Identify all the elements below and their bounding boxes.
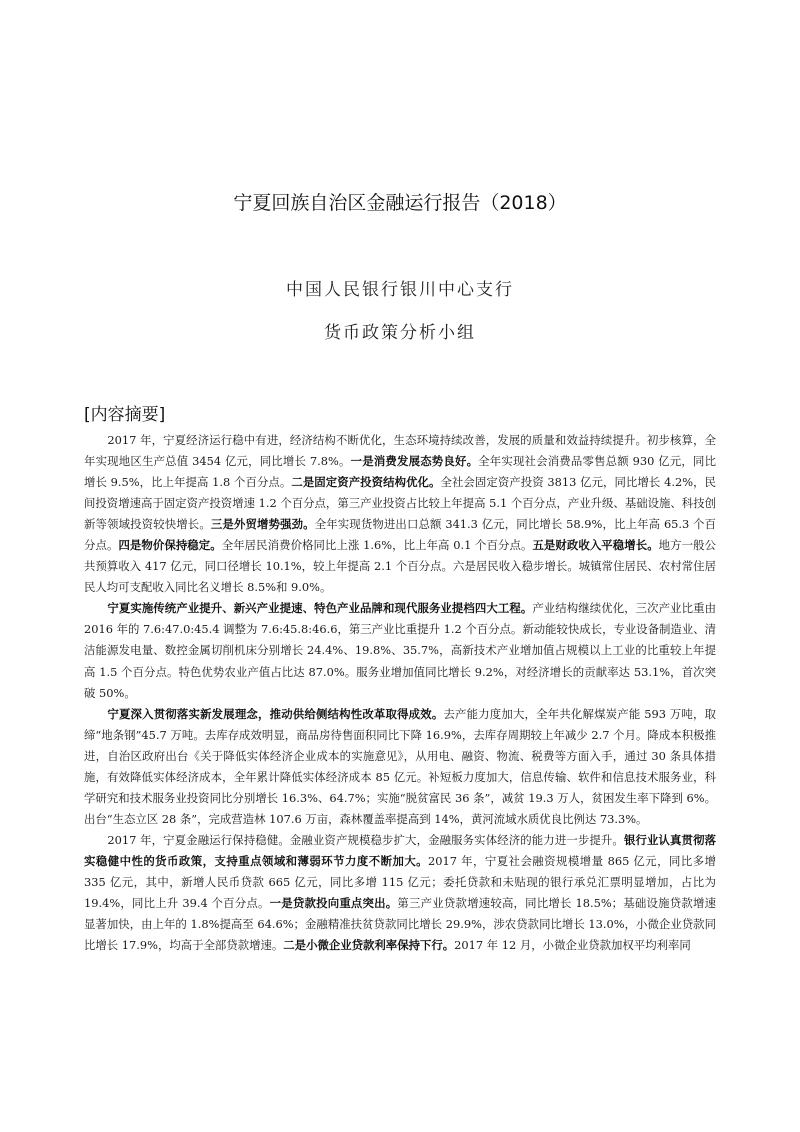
text-run: 全年实现货物进出口总额 341.3 亿元，同比增长 58.9%，比上年高 65.3 个百分点。: [84, 517, 716, 553]
paragraph-3: [84, 704, 716, 830]
text-run: 地方一般公共预算收入 417 亿元，同口径增长 10.1%，较上年提高 2.1 个百分点。六是居民收入稳步增长。城镇常住居民、农村常住居民人均可支配收入同比名义增长 8.5%和 9.0%。: [84, 538, 716, 595]
bold-run: 银行业认真贯彻落实稳健中性的货币政策，支持重点领域和薄弱环节力度不断加大。: [84, 832, 716, 868]
text-run: 全年居民消费价格同比上涨 1.6%，比上年高 0.1 个百分点。: [221, 538, 533, 553]
document-title: 宁夏回族自治区金融运行报告（2018）: [233, 192, 567, 214]
bold-run: 一是消费发展态势良好。: [350, 454, 479, 469]
text-run: 产业结构继续优化，三次产业比重由 2016 年的 7.6:47.0:45.4 调整为 7.6:45.8:46.6，第三产业比重提升 1.2 个百分点。新动能较快成长，专业设备制造业、清洁能源发电量、数控金属切削机床分别增长 24.4%、19.8%、35.7%，高新技术产业增加值占规模以上工业的比重较上年提高 1.5 个百分点。特色优势农业产值占比达 87.0%。服务业增加值同比增长 9.2%，对经济增长的贡献率达 53.1%，首次突破 50%。: [84, 601, 716, 700]
paragraph-4: [84, 830, 716, 956]
author-group: 货币政策分析小组: [324, 323, 476, 343]
bold-run: 宁夏实施传统产业提升、新兴产业提速、特色产业品牌和现代服务业提档四大工程。: [107, 601, 533, 616]
text-run: 2017 年 12 月，小微企业贷款加权平均利率同: [454, 938, 691, 953]
bold-run: 二是固定资产投资结构优化。: [291, 475, 441, 490]
author-org: 中国人民银行银川中心支行: [286, 280, 514, 300]
bold-run: 五是财政收入平稳增长。: [532, 538, 659, 553]
text-run: 全社会固定资产投资 3813 亿元，同比增长 4.2%，民间投资增速高于固定资产投资增速 1.2 个百分点，第三产业投资占比较上年提高 5.1 个百分点，产业升级、基础设施、科技创新等领域投资较快增长。: [84, 475, 716, 532]
text-run: 2017 年，宁夏金融运行保持稳健。金融业资产规模稳步扩大，金融服务实体经济的能力进一步提升。: [107, 832, 624, 847]
bold-run: 二是小微企业贷款利率保持下行。: [283, 938, 455, 953]
paragraph-1: [84, 430, 716, 598]
section-title-abstract: [内容摘要]: [84, 405, 166, 425]
text-run: 2017 年，宁夏社会融资规模增量 865 亿元，同比多增 335 亿元，其中，新增人民币贷款 665 亿元，同比多增 115 亿元；委托贷款和未贴现的银行承兑汇票明显增加，占比为 19.4%，同比上升 39.4 个百分点。: [84, 853, 716, 911]
bold-run: 一是贷款投向重点突出。: [269, 896, 398, 911]
bold-run: 四是物价保持稳定。: [118, 538, 222, 553]
text-run: 第三产业贷款增速较高，同比增长 18.5%；基础设施贷款增速显著加快，由上年的 1.8%提高至 64.6%；金融精准扶贫贷款同比增长 29.9%，涉农贷款同比增长 13.0%，小微企业贷款同比增长 17.9%，均高于全部贷款增速。: [84, 896, 716, 953]
bold-run: 宁夏深入贯彻落实新发展理念，推动供给侧结构性改革取得成效。: [107, 706, 444, 721]
bold-run: 三是外贸增势强劲。: [210, 517, 315, 532]
text-run: 2017 年，宁夏经济运行稳中有进，经济结构不断优化，生态环境持续改善，发展的质量和效益持续提升。初步核算，全年实现地区生产总值 3454 亿元，同比增长 7.8%。: [84, 433, 716, 469]
text-run: 全年实现社会消费品零售总额 930 亿元，同比增长 9.5%，比上年提高 1.8 个百分点。: [84, 454, 716, 490]
abstract-body: [84, 430, 716, 956]
paragraph-2: [84, 598, 716, 703]
text-run: 去产能力度加大，全年共化解煤炭产能 593 万吨，取缔“地条钢”45.7 万吨。去库存成效明显，商品房待售面积同比下降 16.9%，去库存周期较上年减少 2.7 个月。降成本积极推进，自治区政府出台《关于降低实体经济企业成本的实施意见》，从用电、融资、物流、税费等方面入手，通过 30 条具体措施，有效降低实体经济成本，全年累计降低实体经济成本 85 亿元。补短板力度加大，信息传输、软件和信息技术服务业，科学研究和技术服务业投资同比分别增长 16.3%、64.7%；实施“脱贫富民 36 条”，减贫 19.3 万人，贫困发生率下降到 6%。出台“生态立区 28 条”，完成营造林 107.6 万亩，森林覆盖率提高到 14%，黄河流域水质优良比例达 73.3%。: [84, 706, 716, 826]
